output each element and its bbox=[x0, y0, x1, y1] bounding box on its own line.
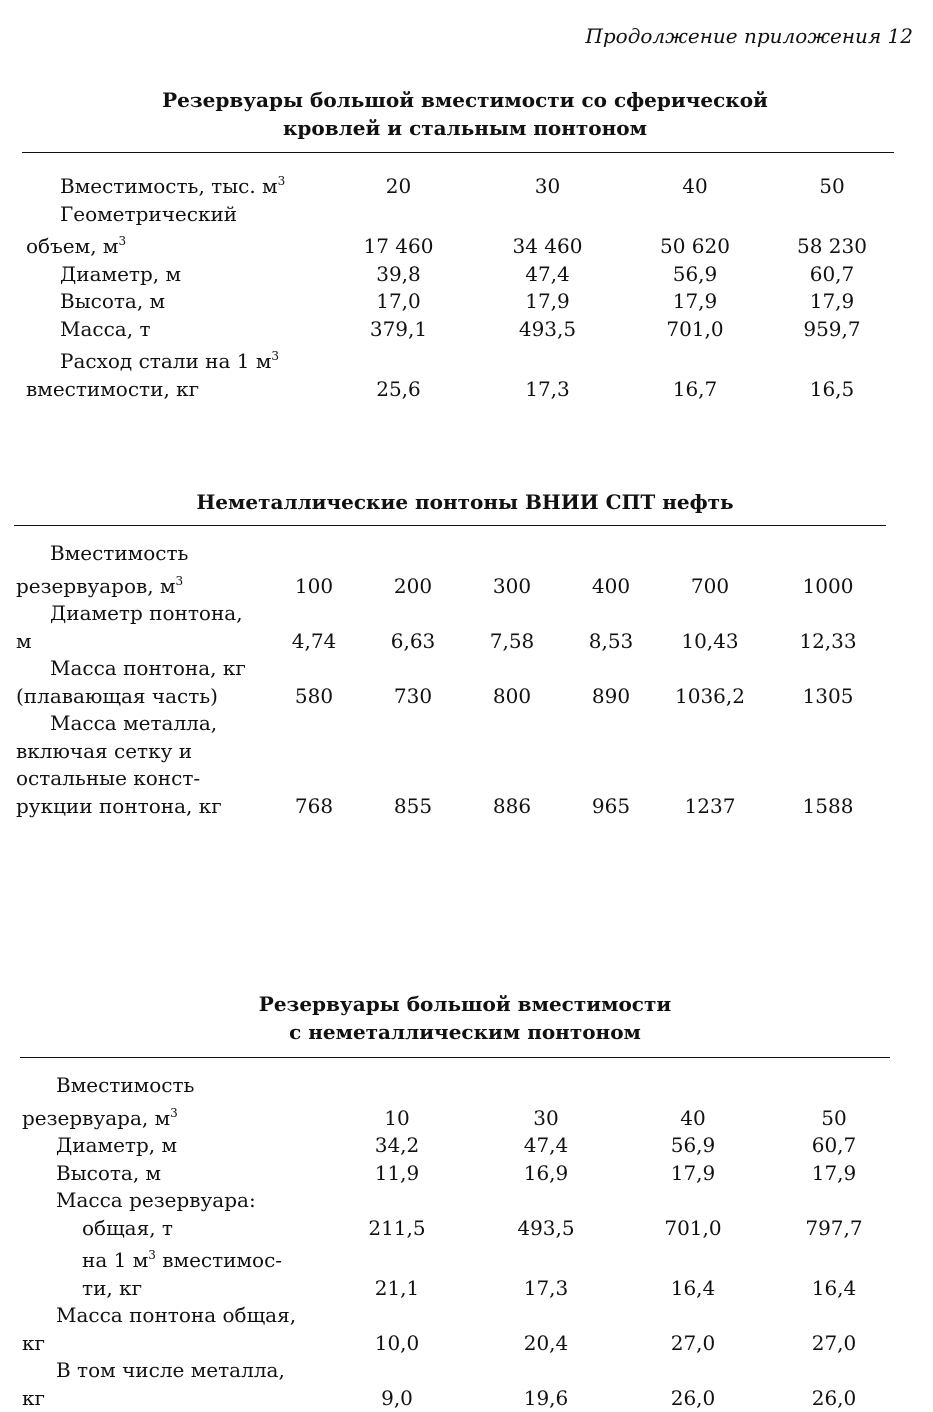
cell: 7,58 bbox=[462, 628, 562, 656]
table1-top-rule bbox=[22, 152, 894, 153]
cell: 300 bbox=[462, 568, 562, 601]
cell: 855 bbox=[364, 793, 462, 821]
cell: 50 bbox=[766, 1100, 902, 1133]
row-label: Вместимость bbox=[22, 1072, 322, 1100]
cell: 17,9 bbox=[622, 288, 768, 316]
table-row bbox=[22, 1160, 902, 1188]
cell: 58 230 bbox=[768, 228, 896, 261]
cell: 890 bbox=[562, 683, 660, 711]
row-label: вместимости, кг bbox=[26, 376, 324, 404]
table2-title: Неметаллические понтоны ВНИИ СПТ нефть bbox=[150, 488, 780, 516]
cell: 30 bbox=[472, 1100, 620, 1133]
table-row bbox=[16, 568, 896, 601]
cell: 21,1 bbox=[322, 1275, 472, 1303]
table-row bbox=[22, 1357, 902, 1385]
cell: 25,6 bbox=[324, 376, 473, 404]
table-row bbox=[26, 261, 896, 289]
cell: 16,5 bbox=[768, 376, 896, 404]
row-label: включая сетку и bbox=[16, 738, 264, 766]
cell: 50 bbox=[768, 168, 896, 201]
cell: 768 bbox=[264, 793, 364, 821]
table-row bbox=[22, 1302, 902, 1330]
row-label: рукции понтона, кг bbox=[16, 793, 264, 821]
table-row bbox=[26, 288, 896, 316]
cell: 17,3 bbox=[473, 376, 622, 404]
cell: 20,4 bbox=[472, 1330, 620, 1358]
cell: 50 620 bbox=[622, 228, 768, 261]
row-label: Диаметр, м bbox=[26, 261, 324, 289]
table-row bbox=[22, 1132, 902, 1160]
table-row bbox=[16, 683, 896, 711]
cell: 730 bbox=[364, 683, 462, 711]
row-label: Масса понтона, кг bbox=[16, 655, 264, 683]
row-label: Высота, м bbox=[22, 1160, 322, 1188]
table-row bbox=[26, 228, 896, 261]
row-label: Геометрический bbox=[26, 201, 324, 229]
row-label: на 1 $м^3$ вместимос- bbox=[22, 1242, 322, 1275]
table3-title bbox=[150, 990, 780, 1046]
cell: 400 bbox=[562, 568, 660, 601]
row-label: Диаметр понтона, bbox=[16, 600, 264, 628]
cell: 47,4 bbox=[473, 261, 622, 289]
row-label: Вместимость bbox=[16, 540, 264, 568]
table-row bbox=[16, 655, 896, 683]
cell: 6,63 bbox=[364, 628, 462, 656]
table-row bbox=[22, 1100, 902, 1133]
cell: 1036,2 bbox=[660, 683, 760, 711]
continuation-note: Продолжение приложения 12 bbox=[585, 24, 913, 48]
table-row bbox=[26, 168, 896, 201]
row-label: общая, т bbox=[22, 1215, 322, 1243]
row-label: Высота, м bbox=[26, 288, 324, 316]
cell: 886 bbox=[462, 793, 562, 821]
cell: 56,9 bbox=[620, 1132, 766, 1160]
table3-title-line1: Резервуары большой вместимости bbox=[150, 990, 780, 1018]
cell: 701,0 bbox=[620, 1215, 766, 1243]
table1-title-line1: Резервуары большой вместимости со сферической bbox=[130, 86, 800, 114]
cell: 800 bbox=[462, 683, 562, 711]
table1-title-line2: кровлей и стальным понтоном bbox=[130, 114, 800, 142]
cell: 9,0 bbox=[322, 1385, 472, 1412]
row-label: резервуаров, $м^3$ bbox=[16, 568, 264, 601]
cell: 17,9 bbox=[768, 288, 896, 316]
row-label: Масса резервуара: bbox=[22, 1187, 322, 1215]
cell: 26,0 bbox=[766, 1385, 902, 1412]
table-row bbox=[16, 793, 896, 821]
cell: 19,6 bbox=[472, 1385, 620, 1412]
table-row bbox=[22, 1215, 902, 1243]
table2 bbox=[16, 540, 896, 820]
cell: 27,0 bbox=[620, 1330, 766, 1358]
row-label: Вместимость, тыс. $м^3$ bbox=[26, 168, 324, 201]
row-label: объем, $м^3$ bbox=[26, 228, 324, 261]
table-row bbox=[22, 1330, 902, 1358]
cell: 17,9 bbox=[620, 1160, 766, 1188]
row-label: резервуара, $м^3$ bbox=[22, 1100, 322, 1133]
table2-top-rule bbox=[14, 525, 886, 526]
cell: 11,9 bbox=[322, 1160, 472, 1188]
row-label: В том числе металла, bbox=[22, 1357, 322, 1385]
cell: 797,7 bbox=[766, 1215, 902, 1243]
cell: 100 bbox=[264, 568, 364, 601]
table3-top-rule bbox=[20, 1057, 890, 1058]
cell: 17 460 bbox=[324, 228, 473, 261]
cell: 16,4 bbox=[766, 1275, 902, 1303]
cell: 965 bbox=[562, 793, 660, 821]
cell: 34 460 bbox=[473, 228, 622, 261]
cell: 1237 bbox=[660, 793, 760, 821]
row-label: остальные конст- bbox=[16, 765, 264, 793]
cell: 8,53 bbox=[562, 628, 660, 656]
cell: 16,7 bbox=[622, 376, 768, 404]
row-label: (плавающая часть) bbox=[16, 683, 264, 711]
table-row bbox=[16, 738, 896, 766]
table-row bbox=[16, 600, 896, 628]
cell: 200 bbox=[364, 568, 462, 601]
row-label: кг bbox=[22, 1330, 322, 1358]
cell: 17,9 bbox=[766, 1160, 902, 1188]
cell: 16,9 bbox=[472, 1160, 620, 1188]
cell: 40 bbox=[620, 1100, 766, 1133]
row-label: Масса, т bbox=[26, 316, 324, 344]
table-row bbox=[26, 316, 896, 344]
cell: 493,5 bbox=[473, 316, 622, 344]
cell: 47,4 bbox=[472, 1132, 620, 1160]
row-label: Расход стали на 1 $м^3$ bbox=[26, 343, 324, 376]
cell: 10,0 bbox=[322, 1330, 472, 1358]
table-row bbox=[22, 1242, 902, 1275]
cell: 493,5 bbox=[472, 1215, 620, 1243]
cell: 16,4 bbox=[620, 1275, 766, 1303]
cell: 27,0 bbox=[766, 1330, 902, 1358]
row-label: Диаметр, м bbox=[22, 1132, 322, 1160]
table3 bbox=[22, 1072, 902, 1412]
cell: 34,2 bbox=[322, 1132, 472, 1160]
cell: 1000 bbox=[760, 568, 896, 601]
table-row bbox=[22, 1072, 902, 1100]
table-row bbox=[22, 1275, 902, 1303]
table-row bbox=[16, 710, 896, 738]
cell: 30 bbox=[473, 168, 622, 201]
row-label: м bbox=[16, 628, 264, 656]
cell: 10,43 bbox=[660, 628, 760, 656]
table-row bbox=[26, 201, 896, 229]
cell: 580 bbox=[264, 683, 364, 711]
cell: 40 bbox=[622, 168, 768, 201]
row-label: ти, кг bbox=[22, 1275, 322, 1303]
table-row bbox=[16, 540, 896, 568]
table1-title bbox=[130, 86, 800, 142]
table-row bbox=[26, 376, 896, 404]
table-row bbox=[16, 765, 896, 793]
cell: 26,0 bbox=[620, 1385, 766, 1412]
cell: 1588 bbox=[760, 793, 896, 821]
cell: 700 bbox=[660, 568, 760, 601]
cell: 701,0 bbox=[622, 316, 768, 344]
cell: 20 bbox=[324, 168, 473, 201]
cell: 17,0 bbox=[324, 288, 473, 316]
row-label: Масса понтона общая, bbox=[22, 1302, 322, 1330]
table-row bbox=[22, 1385, 902, 1412]
row-label: Масса металла, bbox=[16, 710, 264, 738]
table3-title-line2: с неметаллическим понтоном bbox=[150, 1018, 780, 1046]
table1 bbox=[26, 168, 896, 403]
cell: 12,33 bbox=[760, 628, 896, 656]
cell: 17,9 bbox=[473, 288, 622, 316]
cell: 17,3 bbox=[472, 1275, 620, 1303]
cell: 10 bbox=[322, 1100, 472, 1133]
row-label: кг bbox=[22, 1385, 322, 1412]
cell: 60,7 bbox=[766, 1132, 902, 1160]
table-row bbox=[26, 343, 896, 376]
cell: 1305 bbox=[760, 683, 896, 711]
cell: 211,5 bbox=[322, 1215, 472, 1243]
cell: 4,74 bbox=[264, 628, 364, 656]
table-row bbox=[22, 1187, 902, 1215]
cell: 379,1 bbox=[324, 316, 473, 344]
cell: 39,8 bbox=[324, 261, 473, 289]
cell: 959,7 bbox=[768, 316, 896, 344]
table-row bbox=[16, 628, 896, 656]
cell: 60,7 bbox=[768, 261, 896, 289]
cell: 56,9 bbox=[622, 261, 768, 289]
